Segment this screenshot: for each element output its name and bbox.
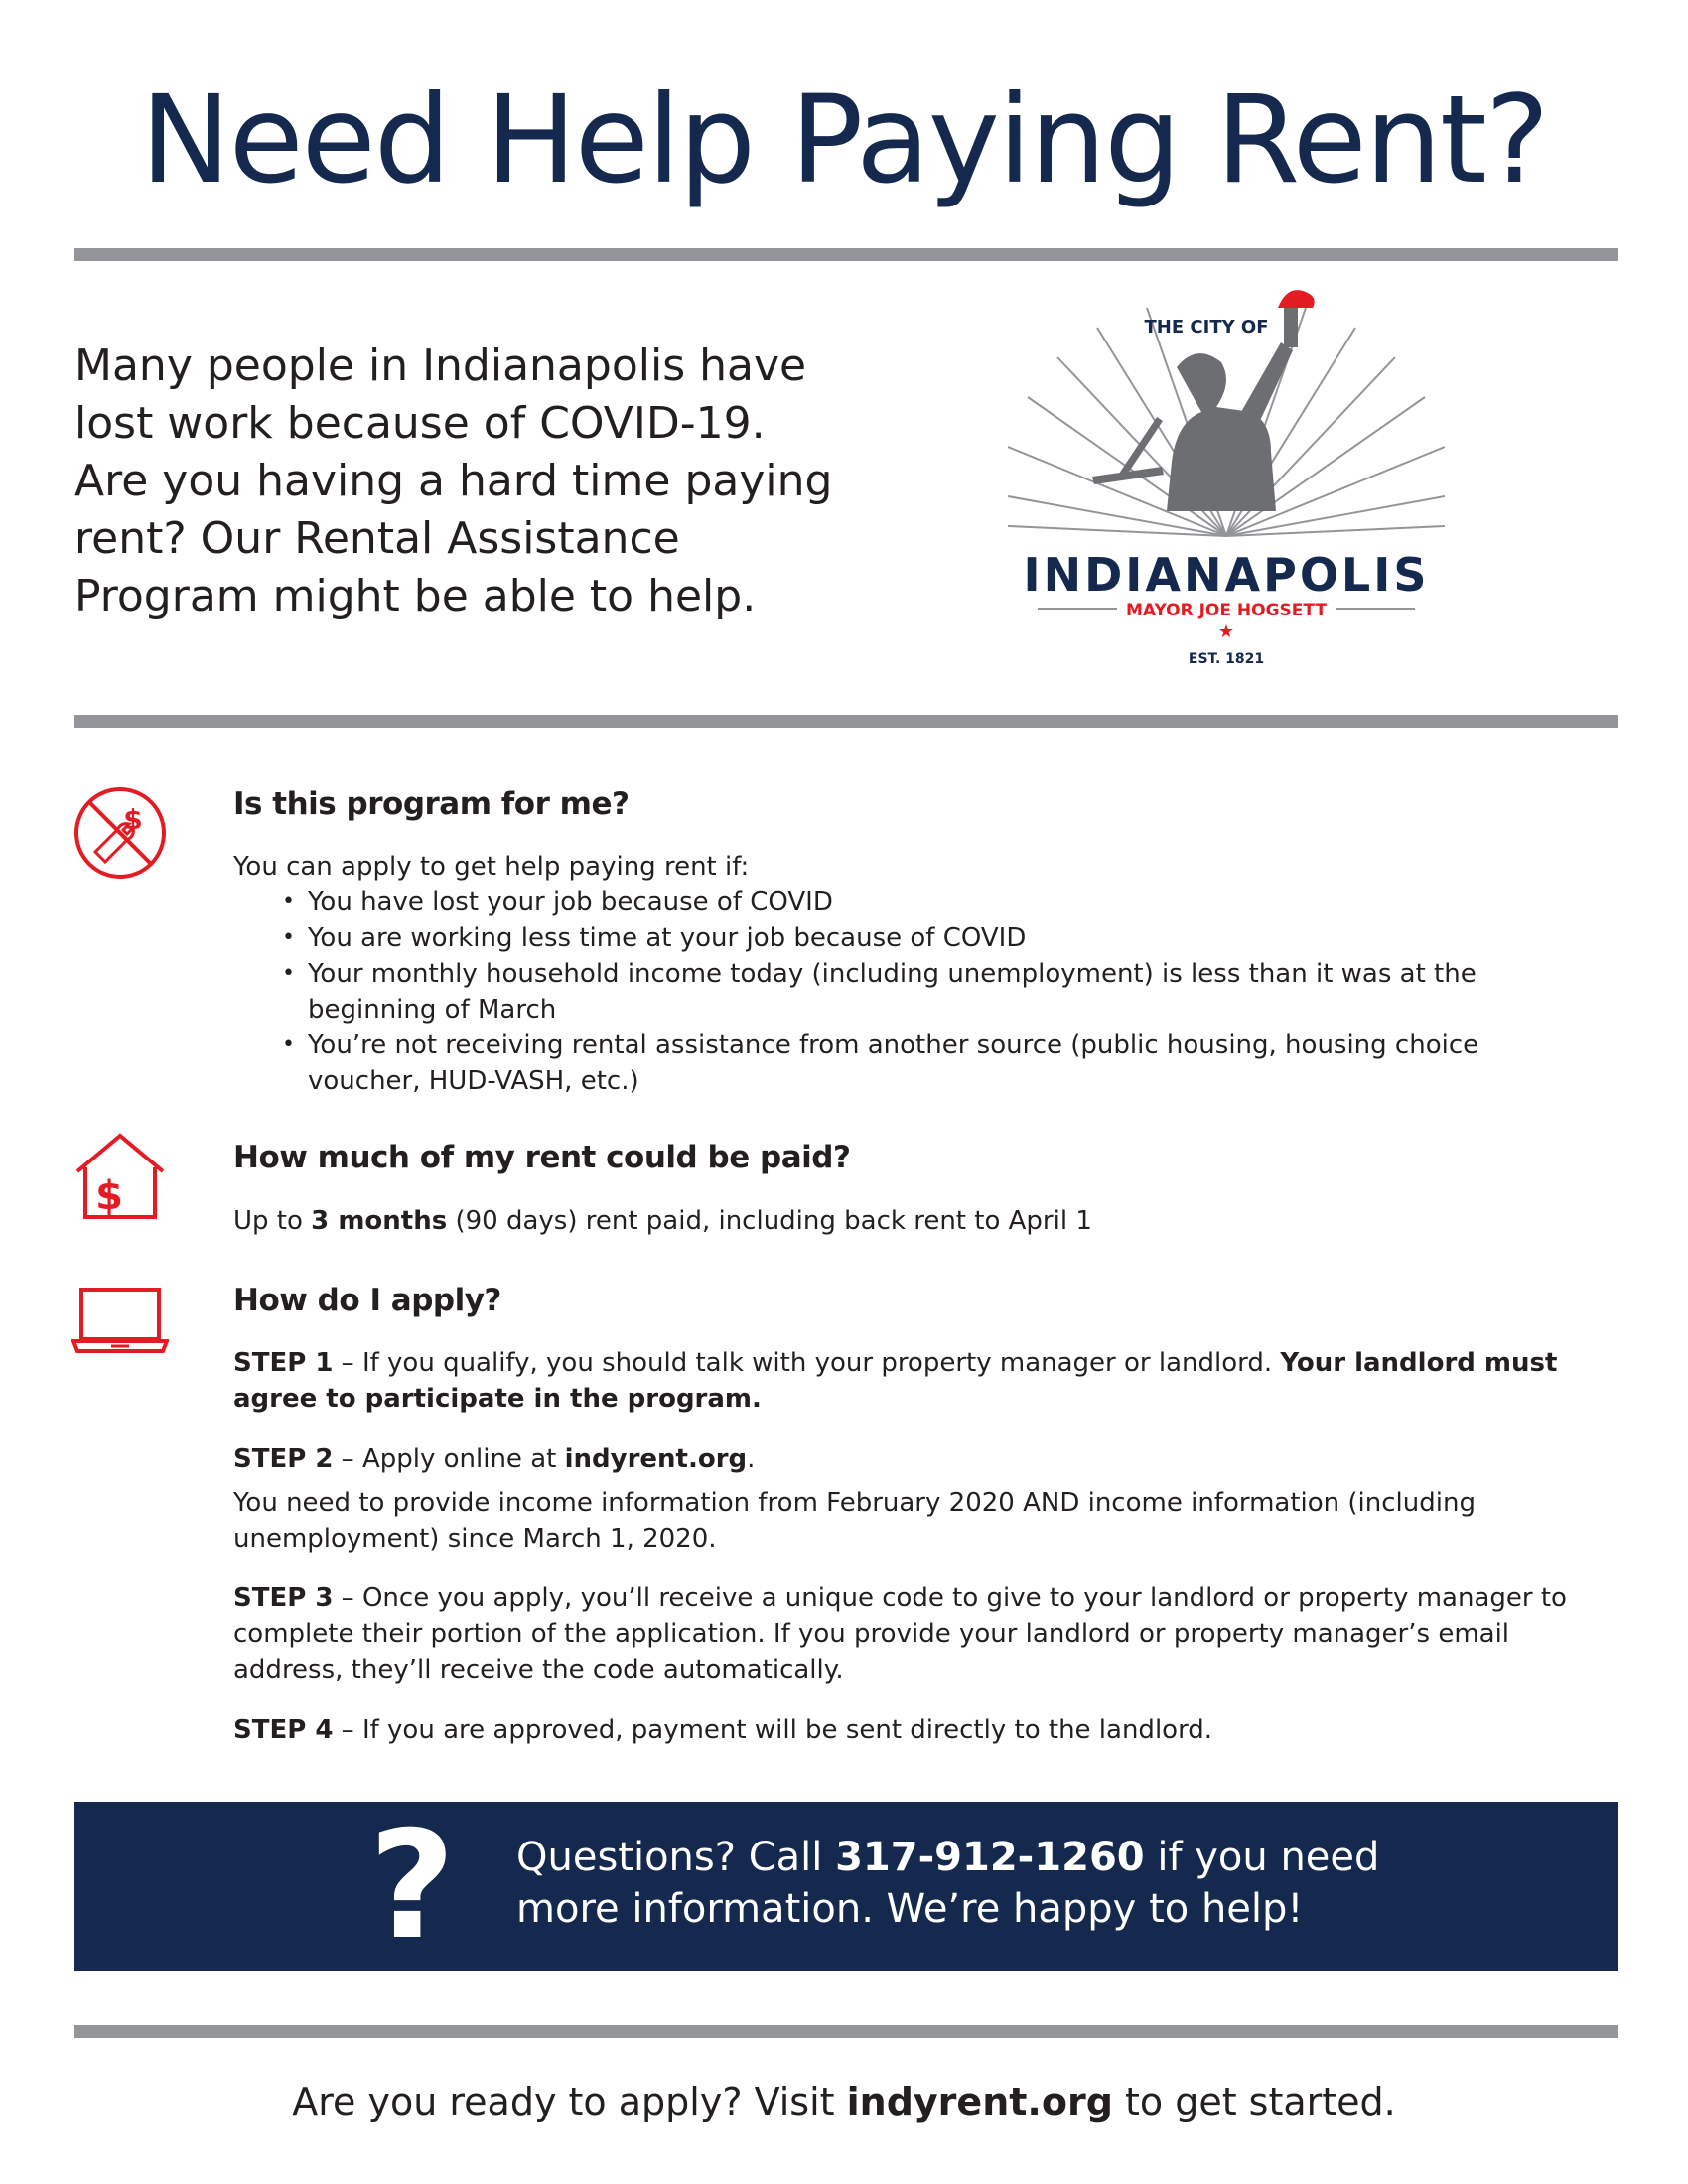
step-1-label: STEP 1 <box>233 1348 334 1378</box>
banner-pre: Questions? Call <box>516 1835 836 1880</box>
svg-text:★: ★ <box>1217 621 1235 642</box>
step-2 <box>233 1441 1614 1557</box>
footer-pre: Are you ready to apply? Visit <box>292 2080 847 2123</box>
bottom-divider <box>74 2025 1618 2038</box>
page-title: Need Help Paying Rent? <box>140 69 1548 210</box>
section-heading-amount: How much of my rent could be paid? <box>233 1140 851 1175</box>
section-heading-apply: How do I apply? <box>233 1283 501 1318</box>
intro-line: rent? Our Rental Assistance <box>74 513 680 564</box>
step-1-text: – If you qualify, you should talk with your property manager or landlord. <box>333 1348 1281 1378</box>
logo-top-text: THE CITY OF <box>1144 317 1269 338</box>
amount-text-pre: Up to <box>233 1206 312 1236</box>
intro-line: Program might be able to help. <box>74 571 757 621</box>
step-2-end: . <box>747 1444 756 1474</box>
footer-link[interactable]: indyrent.org <box>846 2080 1113 2123</box>
step-2-note: You need to provide income information from February 2020 AND income information (including unemployment) since March 1, 2020. <box>233 1488 1476 1554</box>
footer-post: to get started. <box>1112 2080 1396 2123</box>
intro-line: Are you having a hard time paying <box>74 456 833 506</box>
amount-body <box>233 1203 1623 1239</box>
amount-text-post: (90 days) rent paid, including back rent to April 1 <box>447 1206 1092 1236</box>
top-divider <box>74 248 1618 261</box>
banner-text <box>516 1832 1509 1935</box>
middle-divider <box>74 715 1618 728</box>
eligibility-list <box>233 885 1579 1099</box>
eligibility-body <box>233 849 1623 1099</box>
intro-text <box>74 338 948 625</box>
section-heading-eligibility: Is this program for me? <box>233 786 630 822</box>
step-4-label: STEP 4 <box>233 1715 334 1745</box>
step-1 <box>233 1345 1614 1417</box>
no-tools-dollar-icon <box>71 784 169 882</box>
footer-cta <box>0 2080 1688 2123</box>
house-dollar-icon <box>71 1132 169 1221</box>
list-item: • You are working less time at your job because of COVID <box>308 920 1579 956</box>
svg-text:$: $ <box>123 803 143 836</box>
laptop-icon <box>71 1286 169 1355</box>
banner-line-2: more information. We’re happy to help! <box>516 1886 1304 1932</box>
list-item: • Your monthly household income today (including unemployment) is less than it was at the beginning of March <box>308 956 1579 1027</box>
amount-highlight: 3 months <box>311 1206 448 1236</box>
step-2-label: STEP 2 <box>233 1444 334 1474</box>
step-2-text: – Apply online at <box>333 1444 565 1474</box>
step-3-label: STEP 3 <box>233 1583 334 1613</box>
intro-line: Many people in Indianapolis have <box>74 341 807 391</box>
city-of-indianapolis-logo <box>1008 288 1445 685</box>
step-4-text: – If you are approved, payment will be sent directly to the landlord. <box>333 1715 1213 1745</box>
logo-established: EST. 1821 <box>1188 651 1265 667</box>
logo-mayor: MAYOR JOE HOGSETT <box>1126 601 1327 620</box>
intro-line: lost work because of COVID-19. <box>74 398 766 449</box>
list-item: • You’re not receiving rental assistance from another source (public housing, housing choice voucher, HUD-VASH, etc.) <box>308 1027 1579 1099</box>
eligibility-lead: You can apply to get help paying rent if: <box>233 852 750 882</box>
phone-number[interactable]: 317-912-1260 <box>835 1835 1145 1880</box>
step-3 <box>233 1580 1614 1688</box>
banner-post: if you need <box>1144 1835 1380 1880</box>
list-item: • You have lost your job because of COVID <box>308 885 1579 920</box>
question-mark-icon: ? <box>368 1800 456 1973</box>
logo-city-name: INDIANAPOLIS <box>1023 548 1430 602</box>
indyrent-link[interactable]: indyrent.org <box>564 1444 748 1474</box>
step-1-emphasis: Your landlord must agree to participate in the program. <box>233 1348 1558 1414</box>
svg-text:$: $ <box>95 1173 123 1219</box>
step-4 <box>233 1712 1614 1748</box>
step-3-text: – Once you apply, you’ll receive a unique code to give to your landlord or property manager to complete their portion of the application. If you provide your landlord or property manager’s email address, they’ll receive the code automatically. <box>233 1583 1567 1685</box>
